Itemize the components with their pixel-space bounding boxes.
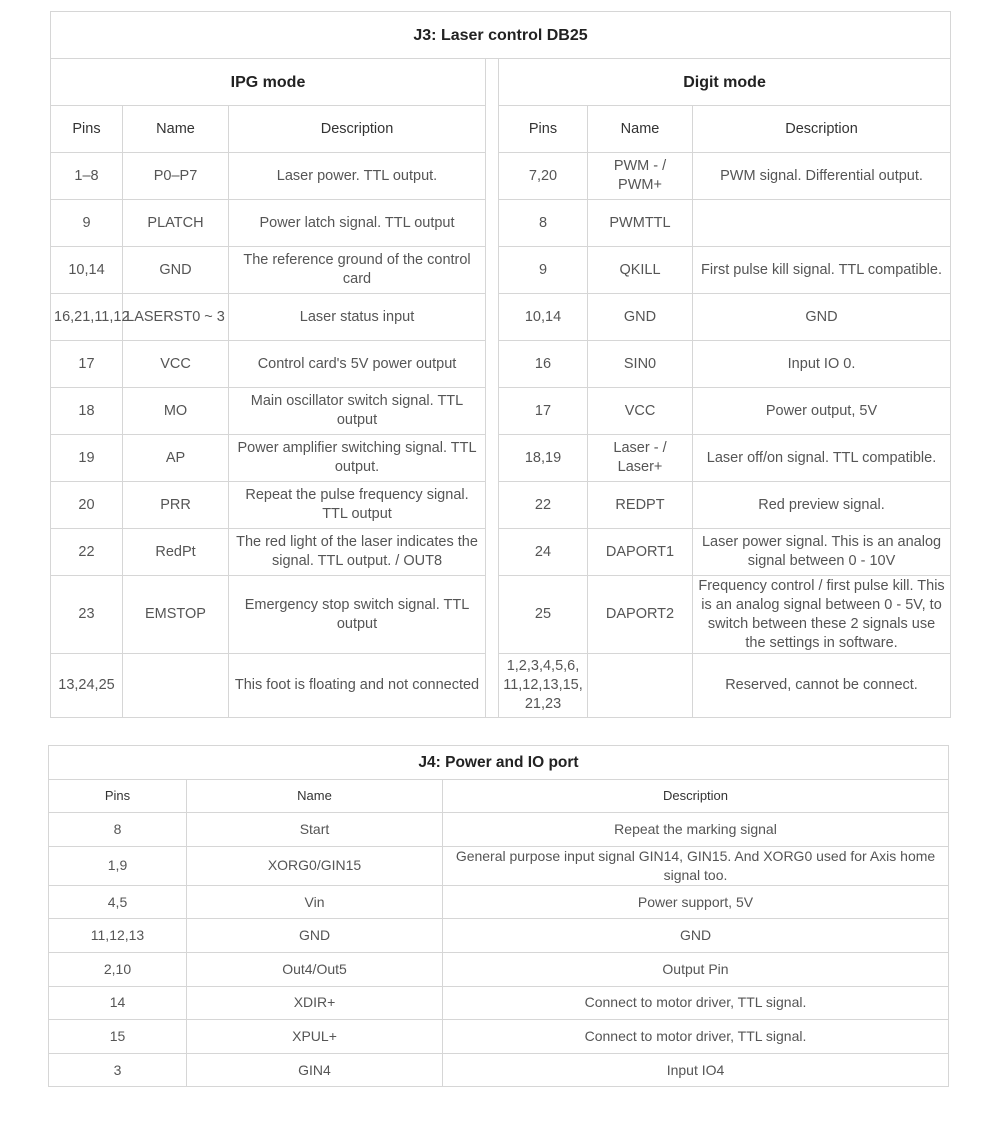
- name-cell: GIN4: [187, 1053, 443, 1087]
- ipg-pins-cell: 13,24,25: [51, 654, 123, 718]
- column-header-description: Description: [443, 779, 949, 813]
- table-row: [49, 885, 949, 919]
- pins-cell: 11,12,13: [49, 919, 187, 953]
- digit-pins-cell: 16: [499, 341, 588, 388]
- name-cell: GND: [187, 919, 443, 953]
- digit-pins-cell: 24: [499, 529, 588, 576]
- ipg-description-cell: Laser status input: [229, 294, 486, 341]
- description-cell: Connect to motor driver, TTL signal.: [443, 1020, 949, 1054]
- digit-name-cell: DAPORT2: [588, 576, 693, 654]
- table-row: [49, 1053, 949, 1087]
- ipg-description-cell: This foot is floating and not connected: [229, 654, 486, 718]
- ipg-description-cell: Main oscillator switch signal. TTL output: [229, 388, 486, 435]
- ipg-pins-cell: 17: [51, 341, 123, 388]
- ipg-name-cell: [123, 654, 229, 718]
- digit-name-cell: PWM - / PWM+: [588, 153, 693, 200]
- table-row: [51, 482, 951, 529]
- ipg-description-cell: Emergency stop switch signal. TTL output: [229, 576, 486, 654]
- table-row: [51, 153, 951, 200]
- pins-cell: 8: [49, 813, 187, 847]
- ipg-name-cell: EMSTOP: [123, 576, 229, 654]
- name-cell: Start: [187, 813, 443, 847]
- table-row: [51, 294, 951, 341]
- table-row: [49, 986, 949, 1020]
- ipg-name-cell: PLATCH: [123, 200, 229, 247]
- description-cell: Repeat the marking signal: [443, 813, 949, 847]
- digit-name-cell: Laser - / Laser+: [588, 435, 693, 482]
- ipg-description-cell: Control card's 5V power output: [229, 341, 486, 388]
- digit-description-cell: Laser off/on signal. TTL compatible.: [693, 435, 951, 482]
- table-divider: [486, 59, 499, 718]
- ipg-name-cell: RedPt: [123, 529, 229, 576]
- table-row: [51, 200, 951, 247]
- description-cell: Input IO4: [443, 1053, 949, 1087]
- column-header-description: Description: [693, 106, 951, 153]
- pins-cell: 1,9: [49, 846, 187, 885]
- digit-name-cell: GND: [588, 294, 693, 341]
- ipg-description-cell: The reference ground of the control card: [229, 247, 486, 294]
- table-row: [49, 813, 949, 847]
- column-header-name: Name: [187, 779, 443, 813]
- ipg-description-cell: Repeat the pulse frequency signal. TTL output: [229, 482, 486, 529]
- digit-name-cell: VCC: [588, 388, 693, 435]
- digit-pins-cell: 17: [499, 388, 588, 435]
- pins-cell: 14: [49, 986, 187, 1020]
- pins-cell: 15: [49, 1020, 187, 1054]
- digit-description-cell: Input IO 0.: [693, 341, 951, 388]
- column-header-name: Name: [123, 106, 229, 153]
- digit-pins-cell: 8: [499, 200, 588, 247]
- digit-description-cell: Power output, 5V: [693, 388, 951, 435]
- digit-name-cell: DAPORT1: [588, 529, 693, 576]
- digit-pins-cell: 18,19: [499, 435, 588, 482]
- ipg-pins-cell: 9: [51, 200, 123, 247]
- pins-cell: 3: [49, 1053, 187, 1087]
- table-row: [51, 576, 951, 654]
- digit-name-cell: QKILL: [588, 247, 693, 294]
- digit-description-cell: Frequency control / first pulse kill. This is an analog signal between 0 - 5V, to switch between these 2 signals use the settings in software.: [693, 576, 951, 654]
- description-cell: Connect to motor driver, TTL signal.: [443, 986, 949, 1020]
- digit-pins-cell: 22: [499, 482, 588, 529]
- column-header-pins: Pins: [51, 106, 123, 153]
- table-row: [49, 1020, 949, 1054]
- digit-description-cell: First pulse kill signal. TTL compatible.: [693, 247, 951, 294]
- ipg-description-cell: The red light of the laser indicates the signal. TTL output. / OUT8: [229, 529, 486, 576]
- table-row: [49, 952, 949, 986]
- ipg-description-cell: Power amplifier switching signal. TTL output.: [229, 435, 486, 482]
- table-row: [51, 654, 951, 718]
- ipg-pins-cell: 22: [51, 529, 123, 576]
- ipg-pins-cell: 18: [51, 388, 123, 435]
- table-row: [49, 919, 949, 953]
- name-cell: Out4/Out5: [187, 952, 443, 986]
- ipg-pins-cell: 1–8: [51, 153, 123, 200]
- pins-cell: 4,5: [49, 885, 187, 919]
- digit-name-cell: REDPT: [588, 482, 693, 529]
- ipg-pins-cell: 19: [51, 435, 123, 482]
- column-header-description: Description: [229, 106, 486, 153]
- digit-name-cell: PWMTTL: [588, 200, 693, 247]
- digit-description-cell: PWM signal. Differential output.: [693, 153, 951, 200]
- table-row: [49, 846, 949, 885]
- digit-pins-cell: 10,14: [499, 294, 588, 341]
- name-cell: XDIR+: [187, 986, 443, 1020]
- digit-name-cell: [588, 654, 693, 718]
- j3-title: J3: Laser control DB25: [51, 12, 951, 59]
- table-row: [51, 529, 951, 576]
- table-row: [51, 388, 951, 435]
- description-cell: Power support, 5V: [443, 885, 949, 919]
- digit-pins-cell: 25: [499, 576, 588, 654]
- ipg-name-cell: GND: [123, 247, 229, 294]
- description-cell: Output Pin: [443, 952, 949, 986]
- ipg-name-cell: P0–P7: [123, 153, 229, 200]
- table-row: [51, 435, 951, 482]
- digit-description-cell: [693, 200, 951, 247]
- digit-mode-heading: Digit mode: [499, 59, 951, 106]
- digit-description-cell: Red preview signal.: [693, 482, 951, 529]
- ipg-pins-cell: 16,21,11,12: [51, 294, 123, 341]
- description-cell: GND: [443, 919, 949, 953]
- j4-power-io-table: [48, 745, 949, 1087]
- name-cell: XPUL+: [187, 1020, 443, 1054]
- ipg-description-cell: Power latch signal. TTL output: [229, 200, 486, 247]
- ipg-name-cell: VCC: [123, 341, 229, 388]
- ipg-name-cell: MO: [123, 388, 229, 435]
- j4-title: J4: Power and IO port: [49, 746, 949, 780]
- description-cell: General purpose input signal GIN14, GIN15. And XORG0 used for Axis home signal too.: [443, 846, 949, 885]
- ipg-name-cell: LASERST0 ~ 3: [123, 294, 229, 341]
- digit-pins-cell: 7,20: [499, 153, 588, 200]
- ipg-name-cell: PRR: [123, 482, 229, 529]
- ipg-description-cell: Laser power. TTL output.: [229, 153, 486, 200]
- table-row: [51, 247, 951, 294]
- ipg-pins-cell: 23: [51, 576, 123, 654]
- digit-description-cell: Laser power signal. This is an analog signal between 0 - 10V: [693, 529, 951, 576]
- name-cell: XORG0/GIN15: [187, 846, 443, 885]
- ipg-pins-cell: 20: [51, 482, 123, 529]
- digit-description-cell: GND: [693, 294, 951, 341]
- j3-laser-control-table: [50, 11, 951, 718]
- column-header-name: Name: [588, 106, 693, 153]
- digit-name-cell: SIN0: [588, 341, 693, 388]
- ipg-pins-cell: 10,14: [51, 247, 123, 294]
- table-row: [51, 341, 951, 388]
- name-cell: Vin: [187, 885, 443, 919]
- column-header-pins: Pins: [49, 779, 187, 813]
- ipg-mode-heading: IPG mode: [51, 59, 486, 106]
- digit-pins-cell: 9: [499, 247, 588, 294]
- digit-pins-cell: 1,2,3,4,5,6, 11,12,13,15, 21,23: [499, 654, 588, 718]
- digit-description-cell: Reserved, cannot be connect.: [693, 654, 951, 718]
- column-header-pins: Pins: [499, 106, 588, 153]
- pins-cell: 2,10: [49, 952, 187, 986]
- ipg-name-cell: AP: [123, 435, 229, 482]
